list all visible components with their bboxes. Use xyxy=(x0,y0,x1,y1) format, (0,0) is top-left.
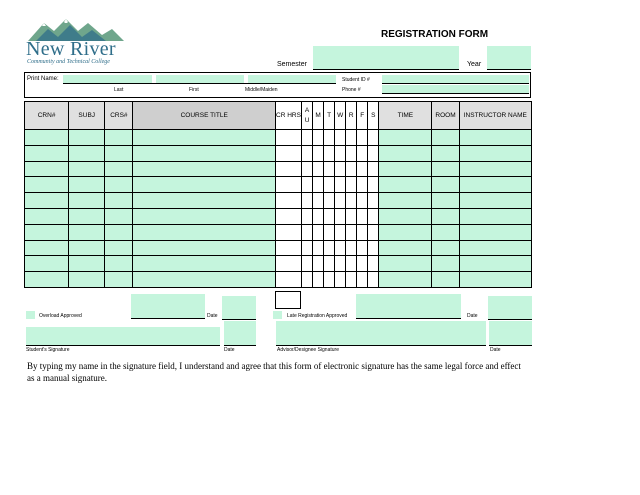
name-underline xyxy=(63,83,336,84)
col-sat: S xyxy=(368,102,379,130)
table-cell[interactable] xyxy=(324,130,335,146)
table-cell[interactable] xyxy=(105,240,133,256)
table-cell[interactable] xyxy=(368,193,379,209)
middle-name-field[interactable] xyxy=(248,75,336,83)
table-cell[interactable] xyxy=(368,145,379,161)
table-cell[interactable] xyxy=(368,256,379,272)
table-cell[interactable] xyxy=(25,272,69,288)
table-cell[interactable] xyxy=(379,224,432,240)
table-cell[interactable] xyxy=(368,177,379,193)
table-cell[interactable] xyxy=(459,240,531,256)
table-cell[interactable] xyxy=(346,161,357,177)
table-cell[interactable] xyxy=(133,256,276,272)
table-cell[interactable] xyxy=(379,240,432,256)
overload-approver-field[interactable] xyxy=(131,294,205,319)
table-cell[interactable] xyxy=(133,145,276,161)
table-cell[interactable] xyxy=(324,224,335,240)
table-cell[interactable] xyxy=(346,256,357,272)
table-cell[interactable] xyxy=(133,130,276,146)
last-label: Last xyxy=(114,87,124,93)
table-cell[interactable] xyxy=(432,161,459,177)
overload-checkbox[interactable] xyxy=(26,311,35,319)
col-crn: CRN# xyxy=(25,102,69,130)
table-cell[interactable] xyxy=(379,145,432,161)
table-cell[interactable] xyxy=(324,256,335,272)
college-logo xyxy=(26,17,126,69)
phone-field[interactable] xyxy=(382,85,529,94)
table-cell[interactable] xyxy=(346,224,357,240)
table-cell[interactable] xyxy=(313,130,324,146)
table-cell[interactable] xyxy=(69,224,105,240)
table-cell[interactable] xyxy=(302,272,313,288)
student-date-field[interactable] xyxy=(224,321,256,346)
table-cell[interactable] xyxy=(459,272,531,288)
table-cell[interactable] xyxy=(133,240,276,256)
table-cell[interactable] xyxy=(302,256,313,272)
first-label: First xyxy=(189,87,199,93)
table-cell[interactable] xyxy=(133,208,276,224)
form-title: REGISTRATION FORM xyxy=(381,29,489,40)
table-cell[interactable] xyxy=(302,177,313,193)
last-name-field[interactable] xyxy=(63,75,152,83)
col-time: TIME xyxy=(379,102,432,130)
table-cell[interactable] xyxy=(335,145,346,161)
col-course-title: COURSE TITLE xyxy=(133,102,276,130)
table-cell[interactable] xyxy=(69,145,105,161)
table-cell[interactable] xyxy=(105,161,133,177)
col-fri: F xyxy=(357,102,368,130)
table-cell[interactable] xyxy=(432,256,459,272)
table-cell[interactable] xyxy=(335,256,346,272)
table-cell[interactable] xyxy=(69,193,105,209)
table-cell[interactable] xyxy=(69,208,105,224)
semester-field[interactable] xyxy=(313,46,459,70)
table-row xyxy=(25,193,532,209)
table-cell[interactable] xyxy=(324,193,335,209)
year-label: Year xyxy=(467,61,482,68)
table-cell[interactable] xyxy=(302,240,313,256)
advisor-date-label: Date xyxy=(490,347,501,353)
table-cell[interactable] xyxy=(133,193,276,209)
table-cell[interactable] xyxy=(133,177,276,193)
table-cell[interactable] xyxy=(25,256,69,272)
print-name-label: Print Name: xyxy=(27,76,59,82)
advisor-signature-label: Advisor/Designee Signature xyxy=(277,347,339,353)
table-cell[interactable] xyxy=(368,130,379,146)
table-cell[interactable] xyxy=(357,193,368,209)
table-row xyxy=(25,256,532,272)
late-approver-field[interactable] xyxy=(356,294,461,319)
table-cell[interactable] xyxy=(302,208,313,224)
advisor-date-field[interactable] xyxy=(489,321,532,346)
table-cell[interactable] xyxy=(357,177,368,193)
table-cell[interactable] xyxy=(25,177,69,193)
table-cell[interactable] xyxy=(105,130,133,146)
table-header-row xyxy=(25,102,532,130)
late-label: Late Registration Approved xyxy=(287,313,348,319)
col-mon: M xyxy=(313,102,324,130)
table-cell[interactable] xyxy=(432,240,459,256)
table-cell[interactable] xyxy=(313,224,324,240)
table-cell[interactable] xyxy=(302,130,313,146)
table-cell[interactable] xyxy=(432,177,459,193)
col-room: ROOM xyxy=(432,102,459,130)
table-cell[interactable] xyxy=(357,161,368,177)
table-cell[interactable] xyxy=(335,272,346,288)
table-cell[interactable] xyxy=(275,130,301,146)
table-cell[interactable] xyxy=(105,177,133,193)
table-cell[interactable] xyxy=(25,161,69,177)
col-instructor: INSTRUCTOR NAME xyxy=(459,102,531,130)
table-row xyxy=(25,177,532,193)
table-cell[interactable] xyxy=(313,256,324,272)
student-id-label: Student ID # xyxy=(342,77,370,83)
table-cell[interactable] xyxy=(324,240,335,256)
table-row xyxy=(25,224,532,240)
table-cell[interactable] xyxy=(357,272,368,288)
table-cell[interactable] xyxy=(133,272,276,288)
late-checkbox[interactable] xyxy=(273,311,282,319)
table-cell[interactable] xyxy=(324,177,335,193)
table-row xyxy=(25,240,532,256)
table-cell[interactable] xyxy=(25,240,69,256)
table-cell[interactable] xyxy=(324,208,335,224)
table-cell[interactable] xyxy=(313,208,324,224)
table-cell[interactable] xyxy=(275,208,301,224)
table-cell[interactable] xyxy=(346,193,357,209)
table-cell[interactable] xyxy=(459,161,531,177)
table-cell[interactable] xyxy=(105,208,133,224)
col-wed: W xyxy=(335,102,346,130)
table-cell[interactable] xyxy=(302,224,313,240)
table-cell[interactable] xyxy=(346,208,357,224)
table-cell[interactable] xyxy=(459,193,531,209)
table-cell[interactable] xyxy=(379,272,432,288)
table-cell[interactable] xyxy=(313,145,324,161)
table-cell[interactable] xyxy=(275,145,301,161)
table-cell[interactable] xyxy=(313,240,324,256)
table-cell[interactable] xyxy=(379,161,432,177)
table-cell[interactable] xyxy=(324,145,335,161)
table-cell[interactable] xyxy=(432,272,459,288)
table-cell[interactable] xyxy=(459,130,531,146)
table-cell[interactable] xyxy=(459,145,531,161)
student-signature-label: Student's Signature xyxy=(26,347,70,353)
table-cell[interactable] xyxy=(275,240,301,256)
table-row xyxy=(25,161,532,177)
table-cell[interactable] xyxy=(275,224,301,240)
table-cell[interactable] xyxy=(432,130,459,146)
phone-label: Phone # xyxy=(342,87,361,93)
table-cell[interactable] xyxy=(324,272,335,288)
table-cell[interactable] xyxy=(105,272,133,288)
table-cell[interactable] xyxy=(459,177,531,193)
logo-name: New River xyxy=(26,38,116,60)
table-cell[interactable] xyxy=(459,256,531,272)
table-cell[interactable] xyxy=(459,208,531,224)
table-cell[interactable] xyxy=(25,208,69,224)
middle-label: Middle/Maiden xyxy=(245,87,278,93)
table-cell[interactable] xyxy=(105,224,133,240)
table-cell[interactable] xyxy=(335,193,346,209)
overload-date-label: Date xyxy=(207,313,218,319)
table-cell[interactable] xyxy=(275,272,301,288)
table-cell[interactable] xyxy=(335,208,346,224)
table-cell[interactable] xyxy=(432,193,459,209)
table-cell[interactable] xyxy=(313,272,324,288)
table-cell[interactable] xyxy=(302,161,313,177)
table-cell[interactable] xyxy=(379,193,432,209)
logo-subtitle: Community and Technical College xyxy=(27,59,110,65)
table-row xyxy=(25,145,532,161)
table-cell[interactable] xyxy=(379,256,432,272)
table-cell[interactable] xyxy=(357,208,368,224)
table-cell[interactable] xyxy=(357,240,368,256)
table-cell[interactable] xyxy=(25,224,69,240)
col-audit: A U xyxy=(302,102,313,130)
table-cell[interactable] xyxy=(69,130,105,146)
student-date-label: Date xyxy=(224,347,235,353)
table-cell[interactable] xyxy=(25,193,69,209)
student-info-box xyxy=(24,72,531,98)
col-subj: SUBJ xyxy=(69,102,105,130)
col-tue: T xyxy=(324,102,335,130)
table-cell[interactable] xyxy=(379,208,432,224)
table-cell[interactable] xyxy=(432,145,459,161)
table-cell[interactable] xyxy=(105,145,133,161)
table-cell[interactable] xyxy=(459,224,531,240)
table-cell[interactable] xyxy=(133,161,276,177)
table-cell[interactable] xyxy=(25,145,69,161)
table-cell[interactable] xyxy=(133,224,276,240)
col-thu: R xyxy=(346,102,357,130)
table-cell[interactable] xyxy=(275,256,301,272)
table-cell[interactable] xyxy=(346,272,357,288)
table-cell[interactable] xyxy=(105,256,133,272)
table-cell[interactable] xyxy=(275,161,301,177)
table-cell[interactable] xyxy=(379,177,432,193)
table-cell[interactable] xyxy=(357,145,368,161)
table-row xyxy=(25,272,532,288)
first-name-field[interactable] xyxy=(156,75,244,83)
table-cell[interactable] xyxy=(432,208,459,224)
table-cell[interactable] xyxy=(368,240,379,256)
table-cell[interactable] xyxy=(69,161,105,177)
table-cell[interactable] xyxy=(335,161,346,177)
table-cell[interactable] xyxy=(69,240,105,256)
col-cr-hrs: CR HRS xyxy=(275,102,301,130)
table-cell[interactable] xyxy=(69,177,105,193)
table-cell[interactable] xyxy=(368,224,379,240)
table-cell[interactable] xyxy=(313,161,324,177)
table-cell[interactable] xyxy=(357,256,368,272)
advisor-signature-field[interactable] xyxy=(276,321,486,346)
signature-disclaimer: By typing my name in the signature field, I understand and agree that this form of electronic signature has the same legal force and effect as a manual signature. xyxy=(27,361,521,383)
table-cell[interactable] xyxy=(368,208,379,224)
table-cell[interactable] xyxy=(313,177,324,193)
table-cell[interactable] xyxy=(275,177,301,193)
course-table xyxy=(24,101,532,288)
table-row xyxy=(25,130,532,146)
late-box[interactable] xyxy=(275,291,301,309)
table-cell[interactable] xyxy=(335,177,346,193)
table-cell[interactable] xyxy=(335,130,346,146)
table-cell[interactable] xyxy=(302,193,313,209)
table-cell[interactable] xyxy=(368,161,379,177)
table-cell[interactable] xyxy=(335,240,346,256)
overload-date-field[interactable] xyxy=(222,296,256,320)
table-cell[interactable] xyxy=(335,224,346,240)
late-date-label: Date xyxy=(467,313,478,319)
table-row xyxy=(25,208,532,224)
table-cell[interactable] xyxy=(105,193,133,209)
table-cell[interactable] xyxy=(357,130,368,146)
table-cell[interactable] xyxy=(302,145,313,161)
table-cell[interactable] xyxy=(69,256,105,272)
table-cell[interactable] xyxy=(346,130,357,146)
table-cell[interactable] xyxy=(346,240,357,256)
late-date-field[interactable] xyxy=(488,296,532,320)
student-signature-field[interactable] xyxy=(26,327,220,346)
semester-label: Semester xyxy=(277,61,307,68)
student-id-field[interactable] xyxy=(382,75,529,84)
table-cell[interactable] xyxy=(275,193,301,209)
table-cell[interactable] xyxy=(357,224,368,240)
table-cell[interactable] xyxy=(379,130,432,146)
course-table-body xyxy=(25,130,532,288)
table-cell[interactable] xyxy=(432,224,459,240)
table-cell[interactable] xyxy=(368,272,379,288)
overload-label: Overload Approved xyxy=(39,313,82,319)
table-cell[interactable] xyxy=(346,145,357,161)
col-crs: CRS# xyxy=(105,102,133,130)
table-cell[interactable] xyxy=(69,272,105,288)
table-cell[interactable] xyxy=(346,177,357,193)
table-cell[interactable] xyxy=(313,193,324,209)
table-cell[interactable] xyxy=(25,130,69,146)
year-field[interactable] xyxy=(487,46,531,70)
table-cell[interactable] xyxy=(324,161,335,177)
